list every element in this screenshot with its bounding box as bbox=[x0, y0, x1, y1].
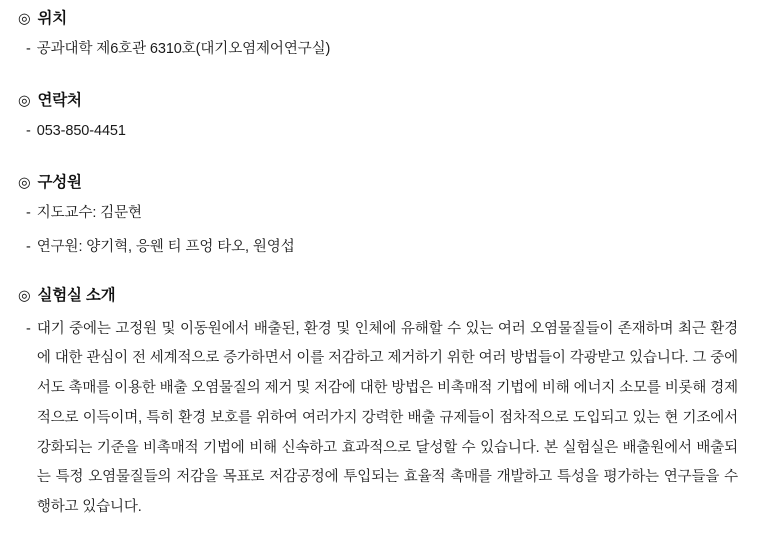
section-heading-members bbox=[18, 172, 746, 194]
section-heading-lab-introduction bbox=[18, 285, 746, 307]
spacer bbox=[18, 112, 746, 120]
section-contact bbox=[18, 90, 746, 142]
phone-number-text: 053-850-4451 bbox=[36, 122, 126, 139]
bullet-icon: ◎ bbox=[18, 11, 31, 27]
researchers-text: 연구원: 양기혁, 응웬 티 프엉 타오, 원영섭 bbox=[36, 239, 295, 256]
section-heading-contact bbox=[18, 90, 746, 112]
bullet-icon: ◎ bbox=[18, 93, 31, 110]
section-title-text: 실험실 소개 bbox=[37, 286, 116, 304]
bullet-icon: ◎ bbox=[18, 175, 31, 192]
lab-introduction-paragraph: 대기 중에는 고정원 및 이동원에서 배출된, 환경 및 인체에 유해할 수 있는 여러 오염물질들이 존재하며 최근 환경에 대한 관심이 전 세계적으로 증가하면서 이를 저감하고 제거하기 위한 여러 방법들이 각광받고 있습니다. 그 중에서도 촉매를 이용한 배출 오염물질의 제거 및 저감에 대한 방법은 비촉매적 기법에 비해 에너지 소모를 비롯해 경제적으로 이득이며, 특히 환경 보호를 위하여 여러가지 강력한 배출 규제들이 점차적으로 도입되고 있는 현 기조에서 강화되는 기준을 비촉매적 기법에 비해 신속하고 효과적으로 달성할 수 있습니다. 본 실험실은 배출원에서 배출되는 특정 오염물질들의 저감을 목표로 저감공정에 투입되는 효율적 촉매를 개발하고 특성을 평가하는 연구들을 수행하고 있습니다. bbox=[36, 320, 738, 515]
dash-icon: - bbox=[26, 239, 31, 256]
list-item bbox=[18, 120, 746, 142]
section-heading-location bbox=[18, 8, 746, 30]
list-item bbox=[18, 202, 746, 224]
spacer bbox=[18, 224, 746, 236]
list-item bbox=[18, 38, 746, 60]
spacer bbox=[18, 259, 746, 285]
dash-icon: - bbox=[26, 40, 31, 57]
spacer bbox=[18, 142, 746, 172]
section-location bbox=[18, 8, 746, 60]
spacer bbox=[18, 307, 746, 315]
section-title-text: 위치 bbox=[37, 10, 67, 27]
section-members bbox=[18, 172, 746, 259]
section-lab-introduction bbox=[18, 285, 746, 523]
spacer bbox=[18, 30, 746, 38]
section-title-text: 구성원 bbox=[37, 174, 82, 192]
list-item-text: 공과대학 제6호관 6310호(대기오염제어연구실) bbox=[36, 40, 331, 57]
dash-icon: - bbox=[26, 320, 31, 337]
dash-icon: - bbox=[26, 122, 31, 139]
lab-introduction-block bbox=[18, 315, 746, 523]
bullet-icon: ◎ bbox=[18, 287, 31, 304]
advisor-text: 지도교수: 김문현 bbox=[36, 205, 142, 221]
spacer bbox=[18, 194, 746, 202]
dash-icon: - bbox=[26, 205, 31, 221]
list-item bbox=[18, 236, 746, 258]
spacer bbox=[18, 60, 746, 90]
section-title-text: 연락처 bbox=[37, 92, 82, 110]
